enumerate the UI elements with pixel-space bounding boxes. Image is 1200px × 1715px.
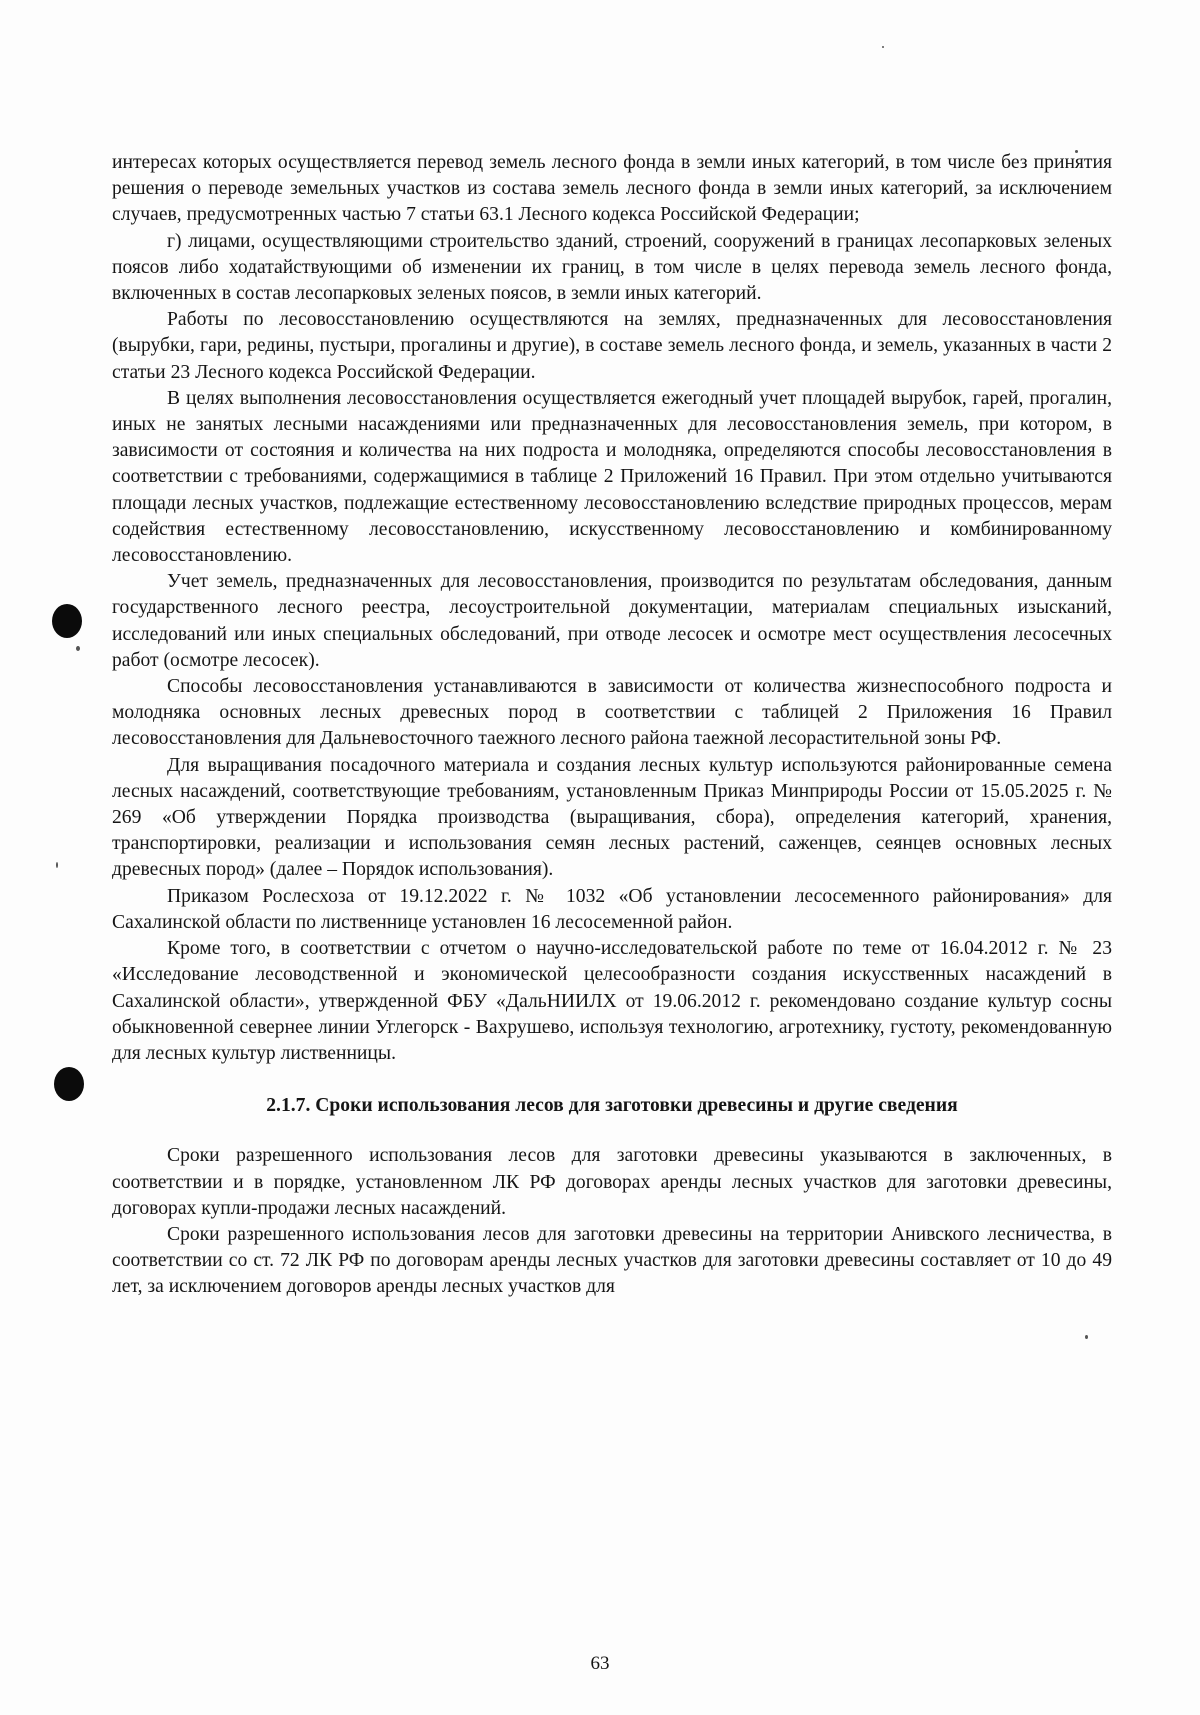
binder-hole-mark: [52, 604, 82, 638]
body-paragraph: В целях выполнения лесовосстановления осуществляется ежегодный учет площадей вырубок, гарей, прогалин, иных не занятых лесными насаждениями или предназначенных для лесовосстановления земель, при котором, в зависимости от состояния и количества на них подроста и молодняка, определяются способы лесовосстановления в соответствии с требованиями, содержащимися в таблице 2 Приложений 16 Правил. При этом отдельно учитываются площади лесных участков, подлежащие естественному лесовосстановлению вследствие природных процессов, мерам содействия естественному лесовосстановлению, искусственному лесовосстановлению и комбинированному лесовосстановлению.: [112, 387, 1112, 567]
document-body: [112, 150, 1112, 1301]
binder-hole-mark: [54, 1067, 84, 1101]
section-paragraph: Сроки разрешенного использования лесов для заготовки древесины указываются в заключенных, в соответствии и в порядке, установленном ЛК РФ договорах аренды лесных участков для заготовки древесины, договорах купли-продажи лесных насаждений.: [112, 1145, 1112, 1219]
section-heading: 2.1.7. Сроки использования лесов для заготовки древесины и другие сведения: [266, 1095, 958, 1117]
scan-speck: [882, 46, 884, 48]
page-number: 63: [590, 1653, 610, 1674]
body-paragraph: интересах которых осуществляется перевод земель лесного фонда в земли иных категорий, в том числе без принятия решения о переводе земельных участков из состава земель лесного фонда в земли иных категорий, за исключением случаев, предусмотренных частью 7 статьи 63.1 Лесного кодекса Российской Федерации;: [112, 152, 1112, 226]
scan-speck: [1085, 1335, 1088, 1339]
body-paragraph: Учет земель, предназначенных для лесовосстановления, производится по результатам обследования, данным государственного лесного реестра, лесоустроительной документации, материалам специальных изысканий, исследований или иных специальных обследований, при отводе лесосек и осмотре мест осуществления лесосечных работ (осмотре лесосек).: [112, 571, 1112, 671]
body-paragraph: Способы лесовосстановления устанавливаются в зависимости от количества жизнеспособного подроста и молодняка основных лесных древесных пород в соответствии с таблицей 2 Приложения 16 Правил лесовосстановления для Дальневосточного таежного лесного района таежной лесорастительной зоны РФ.: [112, 676, 1112, 750]
scan-speck: [56, 862, 58, 868]
scan-speck: [76, 646, 80, 651]
body-paragraph: Для выращивания посадочного материала и создания лесных культур используются районированные семена лесных насаждений, соответствующие требованиям, установленным Приказ Минприроды России от 15.05.2025 г. № 269 «Об утверждении Порядка производства (выращивания, сбора), определения категорий, хранения, транспортировки, реализации и использования семян лесных растений, саженцев, сеянцев основных лесных древесных пород» (далее – Порядок использования).: [112, 754, 1112, 881]
body-paragraph: г) лицами, осуществляющими строительство зданий, строений, сооружений в границах лесопарковых зеленых поясов либо ходатайствующими об изменении их границ, в том числе в целях перевода земель лесного фонда, включенных в состав лесопарковых зеленых поясов, в земли иных категорий.: [112, 230, 1112, 305]
section-paragraph: Сроки разрешенного использования лесов для заготовки древесины на территории Анивского лесничества, в соответствии со ст. 72 ЛК РФ по договорам аренды лесных участков для заготовки древесины составляет от 10 до 49 лет, за исключением договоров аренды лесных участков для: [112, 1223, 1112, 1298]
body-paragraph: Приказом Рослесхоза от 19.12.2022 г. № 1032 «Об установлении лесосеменного районирования» для Сахалинской области по лиственнице установлен 16 лесосеменной район.: [112, 885, 1112, 933]
body-paragraph: Кроме того, в соответствии с отчетом о научно-исследовательской работе по теме от 16.04.2012 г. № 23 «Исследование лесоводственной и экономической целесообразности создания искусственных насаждений в Сахалинской области», утвержденной ФБУ «ДальНИИЛХ от 19.06.2012 г. рекомендовано создание культур сосны обыкновенной севернее линии Углегорск - Вахрушево, используя технологию, агротехнику, густоту, рекомендованную для лесных культур лиственницы.: [112, 938, 1112, 1064]
body-paragraph: Работы по лесовосстановлению осуществляются на землях, предназначенных для лесовосстановления (вырубки, гари, редины, пустыри, прогалины и другие), в составе земель лесного фонда, и земель, указанных в части 2 статьи 23 Лесного кодекса Российской Федерации.: [112, 309, 1112, 383]
